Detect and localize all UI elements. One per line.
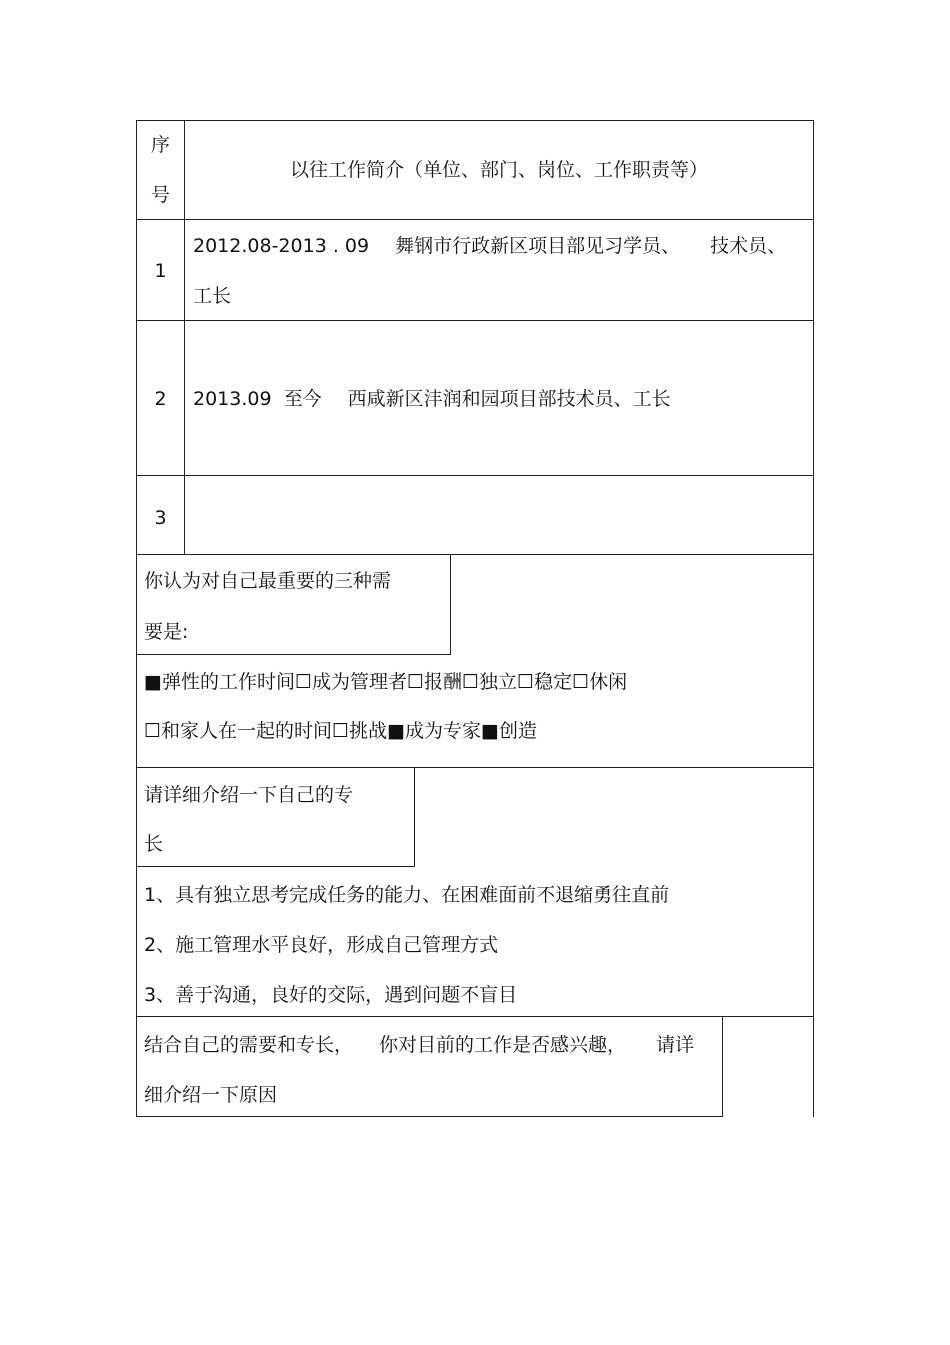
interest-question-part-2: 你对目前的工作是否感兴趣， <box>379 1034 627 1056</box>
strengths-item-1: 1、具有独立思考完成任务的能力、在困难面前不退缩勇往直前 <box>144 884 670 906</box>
row-2-description <box>193 388 671 410</box>
border-strengths-box-right <box>414 767 415 867</box>
interest-question-line-1 <box>144 1034 694 1056</box>
border-row-1 <box>136 320 814 321</box>
border-row-header <box>136 219 814 220</box>
row-2-since: 至今 <box>283 388 322 410</box>
needs-options-line-2: ☐和家人在一起的时间☐挑战■成为专家■创造 <box>144 720 537 742</box>
row-3-index: 3 <box>154 507 167 529</box>
strengths-question-line-2: 长 <box>144 833 164 855</box>
row-2-date: 2013.09 <box>193 388 272 410</box>
border-top <box>136 120 814 121</box>
needs-question-line-1: 你认为对自己最重要的三种需 <box>144 570 392 592</box>
border-strengths-box <box>136 866 415 867</box>
interest-question-part-1: 结合自己的需要和专长， <box>144 1034 354 1056</box>
needs-question-line-2: 要是: <box>144 621 189 643</box>
border-right <box>813 120 814 1117</box>
row-1-date: 2012.08-2013 . 09 <box>193 235 370 257</box>
header-description-label: 以往工作简介（单位、部门、岗位、工作职责等） <box>289 159 708 181</box>
border-strengths-end <box>136 1016 814 1017</box>
header-index-label-1: 序 <box>150 134 170 156</box>
strengths-question-line-1: 请详细介绍一下自己的专 <box>144 784 354 806</box>
row-1-role: 技术员、 <box>710 235 787 257</box>
border-row-3 <box>136 554 814 555</box>
border-interest-box <box>136 1116 723 1117</box>
row-2-index: 2 <box>154 388 167 410</box>
strengths-item-2: 2、施工管理水平良好，形成自己管理方式 <box>144 934 499 956</box>
border-index-col <box>184 120 185 555</box>
interest-question-line-2: 细介绍一下原因 <box>144 1084 278 1106</box>
row-1-index: 1 <box>154 260 167 282</box>
interest-question-part-3: 请详 <box>656 1034 695 1056</box>
border-row-2 <box>136 475 814 476</box>
strengths-item-3: 3、善于沟通，良好的交际，遇到问题不盲目 <box>144 984 518 1006</box>
header-index-label-2: 号 <box>150 184 170 206</box>
border-needs-box-right <box>450 554 451 655</box>
border-needs-end <box>136 767 814 768</box>
row-1-description-cont: 工长 <box>193 285 232 307</box>
border-needs-box <box>136 654 451 655</box>
row-2-org: 西咸新区沣润和园项目部技术员、工长 <box>347 388 671 410</box>
row-1-description <box>193 235 786 257</box>
border-interest-box-right <box>722 1016 723 1117</box>
row-1-org: 舞钢市行政新区项目部见习学员、 <box>395 235 681 257</box>
needs-options-line-1: ■弹性的工作时间☐成为管理者☐报酬☐独立☐稳定☐休闲 <box>144 671 628 693</box>
